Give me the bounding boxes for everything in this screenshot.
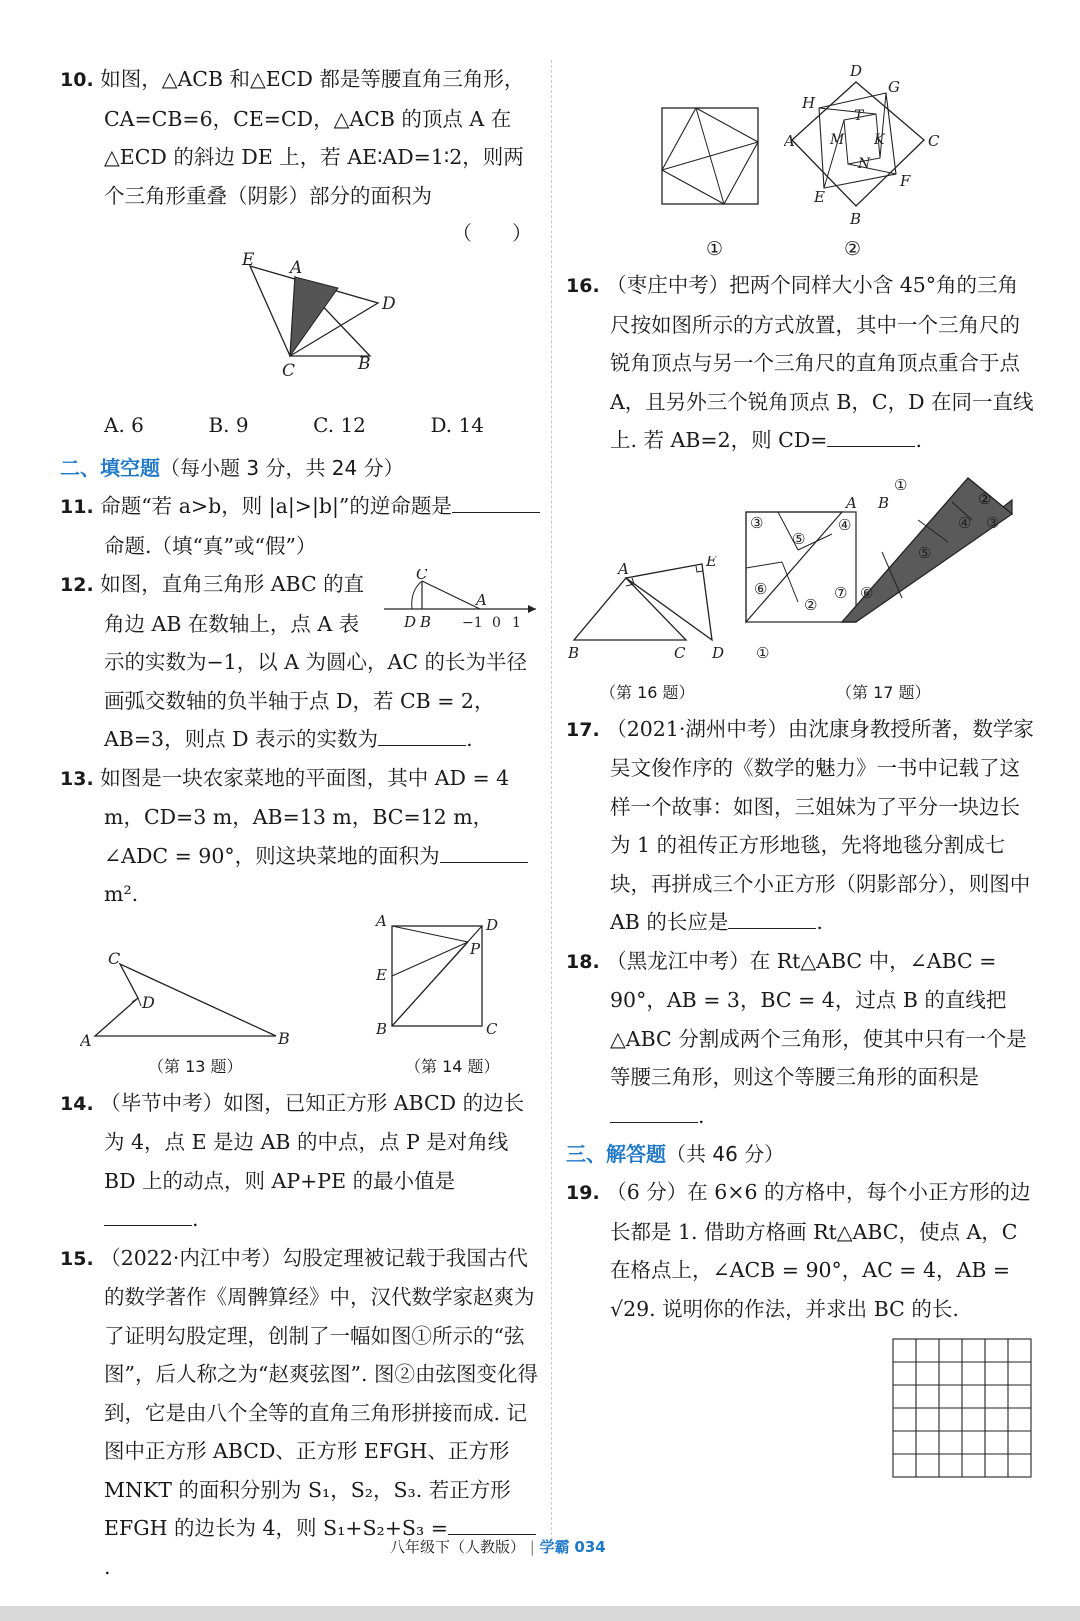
answer-blank[interactable] <box>827 428 915 447</box>
label-B: B <box>850 210 862 228</box>
figures-13-14 <box>60 914 540 1084</box>
label-E: E <box>376 965 387 984</box>
column-divider <box>551 60 552 1540</box>
mark-1b: ① <box>756 643 770 662</box>
label-E: E <box>814 188 825 206</box>
mark-5: ⑤ <box>792 529 806 548</box>
question-12: 12. 如图，直角三角形 ABC 的直角边 AB 在数轴上，点 A 表示的实数为−1，以 A 为圆心，AC 的长为半径画弧交数轴的负半轴于点 D，若 CB = 2，AB=3，则点 D 表示的实数为 . <box>60 572 528 751</box>
label-A: A <box>618 559 629 578</box>
mark-3: ③ <box>750 513 764 532</box>
label-D: D <box>712 643 725 662</box>
label-B: B <box>420 613 432 631</box>
label-N: N <box>858 156 871 172</box>
question-19: 19. （6 分）在 6×6 的方格中，每个小正方形的边长都是 1. 借助方格画 Rt△ABC，使点 A，C 在格点上，∠ACB = 90°，AC = 4，AB = √29. 说明你的作法，并求出 BC 的长. <box>566 1180 1031 1321</box>
mark-4: ④ <box>838 515 852 534</box>
tick-1: 1 <box>512 615 521 631</box>
label-C: C <box>108 948 121 968</box>
label-C: C <box>416 569 428 583</box>
mark-6b: ⑥ <box>860 583 874 602</box>
mark-1: ① <box>894 475 908 494</box>
label-B: B <box>376 1019 388 1038</box>
label-A: A <box>290 258 303 278</box>
grid-6x6[interactable] <box>892 1338 1034 1480</box>
section-2-heading: 二、填空题（每小题 3 分，共 24 分） <box>60 456 404 480</box>
bottom-bar <box>0 1606 1080 1621</box>
caption-16: （第 16 题） <box>600 682 695 702</box>
label-C: C <box>282 361 296 381</box>
mark-2: ② <box>978 489 992 508</box>
question-14: 14. （毕节中考）如图，已知正方形 ABCD 的边长为 4，点 E 是边 AB 的中点，点 P 是对角线 BD 上的动点，则 AP+PE 的最小值是. <box>60 1090 525 1231</box>
brand: 学霸 <box>539 1538 570 1556</box>
label-A: A <box>846 493 857 512</box>
answer-blank[interactable] <box>440 844 528 863</box>
label-F: F <box>900 172 911 190</box>
caption-13: （第 13 题） <box>148 1056 243 1076</box>
label-C: C <box>928 132 940 150</box>
caption-15-1: ① <box>706 238 724 260</box>
option-c[interactable]: C. 12 <box>313 413 366 437</box>
tick-0: 0 <box>492 615 501 631</box>
label-D: D <box>486 915 499 934</box>
label-C: C <box>486 1019 498 1038</box>
caption-15-2: ② <box>844 238 862 260</box>
mark-2b: ② <box>804 595 818 614</box>
right-column <box>566 56 1036 1480</box>
answer-blank[interactable] <box>448 1516 536 1535</box>
label-T: T <box>854 108 864 124</box>
question-10: 10. 如图，△ACB 和△ECD 都是等腰直角三角形，CA=CB=6，CE=CD，△ACB 的顶点 A 在△ECD 的斜边 DE 上，若 AE∶AD=1∶2，则两个三角形重叠（阴影）部分的面积为 <box>60 67 525 208</box>
option-a[interactable]: A. 6 <box>104 413 144 437</box>
label-D: D <box>382 294 396 314</box>
label-A: A <box>80 1030 92 1048</box>
figure-q10 <box>60 251 540 401</box>
mark-5b: ⑤ <box>918 543 932 562</box>
caption-17: （第 17 题） <box>836 682 931 702</box>
answer-blank[interactable] <box>610 1104 698 1123</box>
left-column <box>60 60 540 1586</box>
question-17: 17. （2021·湖州中考）由沈康身教授所著，数学家吴文俊作序的《数学的魅力》一书中记载了这样一个故事：如图，三姐妹为了平分一块边长为 1 的祖传正方形地毯，先将地毯分割成七块，再拼成三个小正方形（阴影部分），则图中 AB 的长应是 . <box>566 716 1034 934</box>
figure-q15 <box>566 56 1036 266</box>
label-B: B <box>278 1028 290 1048</box>
answer-blank[interactable] <box>378 727 466 746</box>
caption-14: （第 14 题） <box>405 1056 500 1076</box>
figure-q13 <box>80 928 300 1048</box>
label-D: D <box>404 613 417 631</box>
page-footer: 八年级下（人教版） | 学霸 034 <box>390 1538 606 1556</box>
answer-blank[interactable] <box>104 1207 192 1226</box>
label-A: A <box>376 913 387 930</box>
section-3-heading: 三、解答题（共 46 分） <box>566 1142 785 1166</box>
answer-blank[interactable] <box>452 494 540 513</box>
label-B: B <box>568 643 580 662</box>
question-11: 11. 命题“若 a>b，则 |a|>|b|”的逆命题是命题.（填“真”或“假”） <box>60 487 540 565</box>
label-E: E <box>242 251 255 270</box>
question-13: 13. 如图是一块农家菜地的平面图，其中 AD = 4 m，CD=3 m，AB=13 m，BC=12 m，∠ADC = 90°，则这块菜地的面积为m². <box>60 759 540 914</box>
question-18: 18. （黑龙江中考）在 Rt△ABC 中，∠ABC = 90°，AB = 3，BC = 4，过点 B 的直线把△ABC 分割成两个三角形，使其中只有一个是等腰三角形，则这个等腰三角形的面积是. <box>566 948 1027 1128</box>
option-d[interactable]: D. 14 <box>430 413 484 437</box>
question-12-block <box>60 565 540 759</box>
figure-q12 <box>380 569 540 639</box>
figure-q14 <box>370 914 510 1044</box>
label-C: C <box>674 643 686 662</box>
mark-6: ⑥ <box>754 579 768 598</box>
question-16: 16. （枣庄中考）把两个同样大小含 45°角的三角尺按如图所示的方式放置，其中一个三角尺的锐角顶点与另一个三角尺的直角顶点重合于点 A，且另外三个锐角顶点 B，C，D 在同一直线上. 若 AB=2，则 CD= . <box>566 273 1034 452</box>
label-D: D <box>850 62 863 80</box>
question-15: 15. （2022·内江中考）勾股定理被记载于我国古代的数学著作《周髀算经》中，汉代数学家赵爽为了证明勾股定理，创制了一幅如图①所示的“弦图”，后人称之为“赵爽弦图”. 图②由弦图变化得到，它是由八个全等的直角三角形拼接而成. 记图中正方形 ABCD、正方形 EFGH、正方形 MNKT 的面积分别为 S₁，S₂，S₃. 若正方形 EFGH 的边长为 4，则 S₁+S₂+S₃ =. <box>60 1245 538 1579</box>
label-B: B <box>878 493 890 512</box>
mark-4b: ④ <box>958 513 972 532</box>
page-number: 034 <box>574 1538 606 1556</box>
figure-q15-2 <box>784 56 974 236</box>
label-B: B <box>358 354 371 374</box>
figure-q15-1 <box>656 102 776 222</box>
answer-paren: （ ） <box>452 221 532 245</box>
figure-q17 <box>742 472 1032 672</box>
tick-minus1: −1 <box>462 615 483 631</box>
label-G: G <box>888 78 900 96</box>
label-E: E <box>706 555 717 570</box>
label-A: A <box>476 591 487 609</box>
options-q10 <box>104 407 484 443</box>
mark-3b: ③ <box>986 513 1000 532</box>
figure-q10-svg <box>230 251 430 401</box>
label-K: K <box>874 132 885 148</box>
answer-blank[interactable] <box>728 910 816 929</box>
figure-q16 <box>566 556 736 666</box>
label-H: H <box>802 94 816 112</box>
mark-7: ⑦ <box>834 583 848 602</box>
label-A: A <box>784 132 795 150</box>
option-b[interactable]: B. 9 <box>208 413 249 437</box>
label-D: D <box>142 992 155 1012</box>
label-M: M <box>830 132 845 148</box>
figures-16-17 <box>566 460 1036 710</box>
label-P: P <box>470 939 481 958</box>
